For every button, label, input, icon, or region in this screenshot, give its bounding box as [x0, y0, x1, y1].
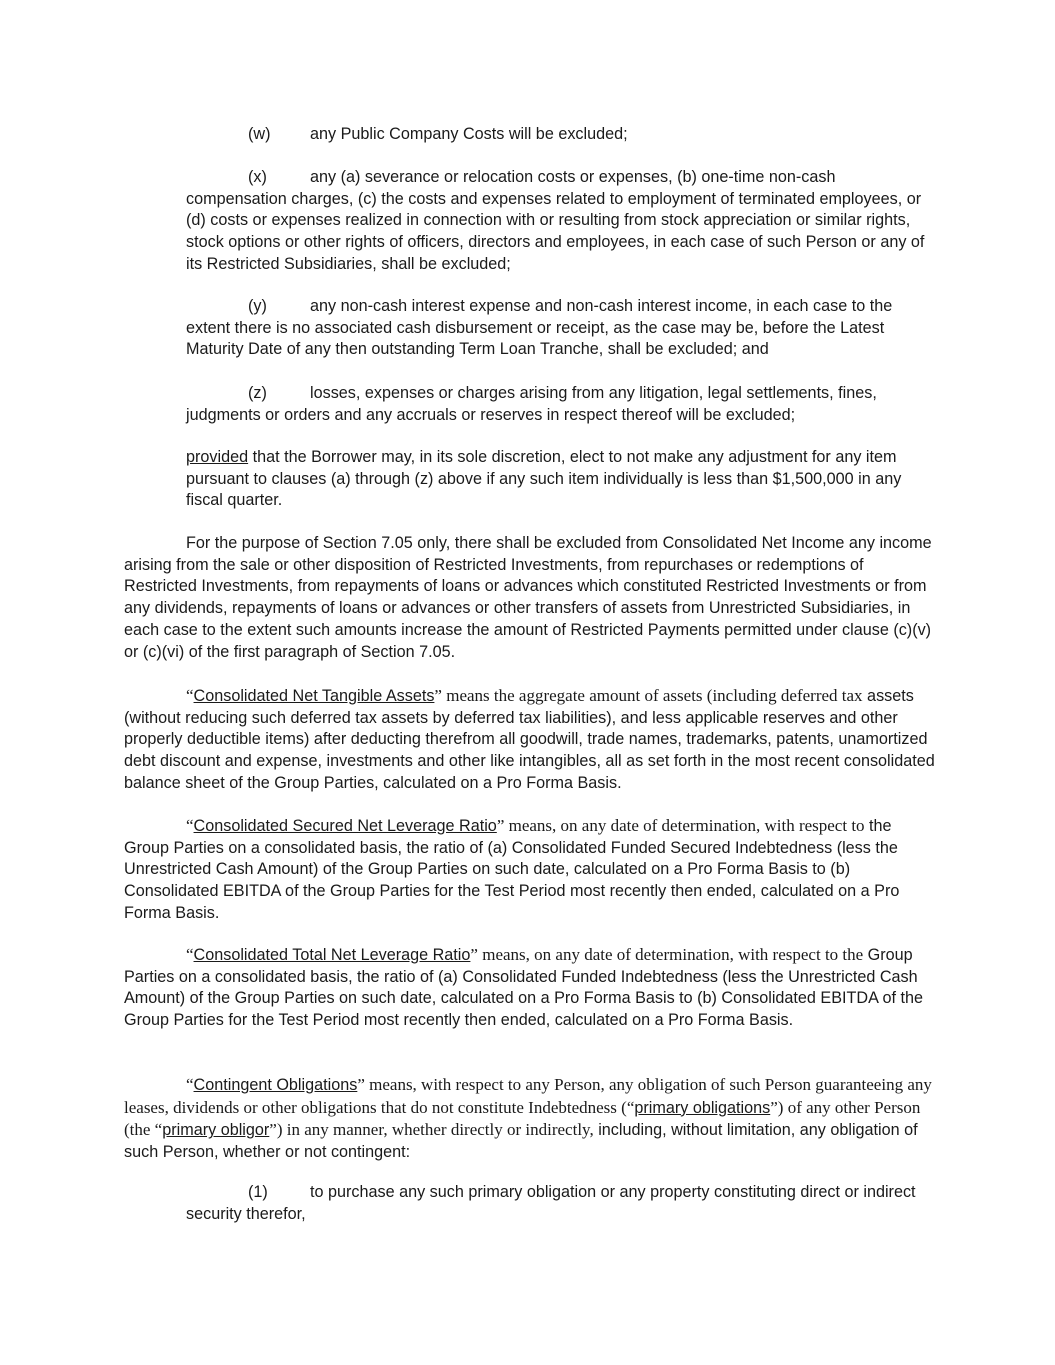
defined-term: Contingent Obligations: [193, 1076, 358, 1094]
clause-text: any (a) severance or relocation costs or expenses, (b) one-time non-cash compensation charges, (c) the costs and expenses related to employment of terminated employees, or (d) costs or expenses realized in connection with or resulting from stock appreciation or similar rights, stock options or other rights of officers, directors and employees, in each case of such Person or any of its Restricted Subsidiaries, shall be excluded;: [186, 168, 925, 273]
clause-x: [186, 167, 936, 276]
definition-consolidated-secured-net-leverage-ratio: [124, 815, 936, 925]
proviso-text: that the Borrower may, in its sole discretion, elect to not make any adjustment for any item pursuant to clauses (a) through (z) above if any such item individually is less than $1,500,000 in any fiscal quarter.: [186, 448, 902, 510]
subclause-label: (1): [248, 1183, 268, 1201]
open-quote: “: [186, 945, 194, 964]
clause-label: (z): [248, 384, 267, 402]
subclause-1: [186, 1182, 916, 1225]
clause-label: (y): [248, 297, 267, 315]
clause-w: [186, 124, 936, 146]
subclause-text: to purchase any such primary obligation or any property constituting direct or indirect security therefor,: [186, 1183, 916, 1223]
clause-label: (w): [248, 125, 271, 143]
definition-text: the Group Parties on a consolidated basis, the ratio of (a) Consolidated Funded Secured Indebtedness (less the Unrestricted Cash Amount) of the Group Parties on such date, calculated on a Pro Forma Basis to (b) Consolidated EBITDA of the Group Parties for the Test Period most recently then ended, calculated on a Pro Forma Basis.: [124, 817, 900, 922]
clause-text: any Public Company Costs will be excluded;: [310, 125, 628, 143]
open-quote: “: [186, 1075, 194, 1094]
defined-term-primary-obligations: primary obligations: [634, 1098, 771, 1117]
clause-z: [186, 383, 936, 426]
section-705-paragraph: [124, 533, 936, 663]
definition-lead: ” means the aggregate amount of assets (including deferred tax: [434, 686, 863, 705]
clause-text: any non-cash interest expense and non-cash interest income, in each case to the extent there is no associated cash disbursement or receipt, as the case may be, before the Latest Maturity Date of any then outstanding Term Loan Tranche, shall be excluded; and: [186, 297, 893, 359]
definition-text: assets (without reducing such deferred tax assets by deferred tax liabilities), and less applicable reserves and other properly deductible items) after deducting therefrom all goodwill, trade names, trademarks, patents, unamortized debt discount and expense, investments and other like intangibles, all as set forth in the most recent consolidated balance sheet of the Group Parties, calculated on a Pro Forma Basis.: [124, 687, 935, 792]
section-705-text: For the purpose of Section 7.05 only, there shall be excluded from Consolidated Net Income any income arising from the sale or other disposition of Restricted Investments, from repurchases or redemptions of Restricted Investments, from repayments of loans or advances which constituted Restricted Investments or from any dividends, repayments of loans or advances or other transfers of assets from Unrestricted Subsidiaries, in each case to the extent such amounts increase the amount of Restricted Payments permitted under clause (c)(v) or (c)(vi) of the first paragraph of Section 7.05.: [124, 534, 932, 661]
definition-lead: ” means, with respect to any Person, any obligation of such Person guaranteeing any leases, dividends or other obligations that do not constitute Indebtedness (“: [124, 1075, 932, 1117]
proviso-paragraph: [186, 447, 916, 512]
definition-lead: ” means, on any date of determination, with respect to: [496, 816, 865, 835]
definition-consolidated-net-tangible-assets: [124, 685, 936, 795]
definition-text: Group Parties on a consolidated basis, the ratio of (a) Consolidated Funded Indebtedness (less the Unrestricted Cash Amount) of the Group Parties on such date, calculated on a Pro Forma Basis to (b) Consolidated EBITDA of the Group Parties for the Test Period most recently then ended, calculated on a Pro Forma Basis.: [124, 946, 923, 1030]
defined-term: Consolidated Net Tangible Assets: [193, 687, 435, 705]
open-quote: “: [186, 686, 194, 705]
clause-text: losses, expenses or charges arising from any litigation, legal settlements, fines, judgments or orders and any accruals or reserves in respect thereof will be excluded;: [186, 384, 877, 424]
definition-contingent-obligations: [124, 1074, 936, 1164]
proviso-term: provided: [186, 448, 249, 466]
open-quote: “: [186, 816, 194, 835]
definition-consolidated-total-net-leverage-ratio: [124, 944, 936, 1032]
definition-lead: ” means, on any date of determination, with respect to the: [470, 945, 864, 964]
definition-text: including, without limitation, any obligation of such Person, whether or not contingent:: [124, 1121, 918, 1162]
definition-tail: ”) in any manner, whether directly or indirectly,: [269, 1120, 594, 1140]
defined-term: Consolidated Total Net Leverage Ratio: [193, 946, 471, 964]
defined-term: Consolidated Secured Net Leverage Ratio: [193, 817, 497, 835]
defined-term-primary-obligor: primary obligor: [162, 1121, 270, 1140]
definition-mid: ”) of any other Person (the “: [124, 1097, 921, 1140]
clause-label: (x): [248, 168, 267, 186]
clause-y: [186, 296, 936, 361]
